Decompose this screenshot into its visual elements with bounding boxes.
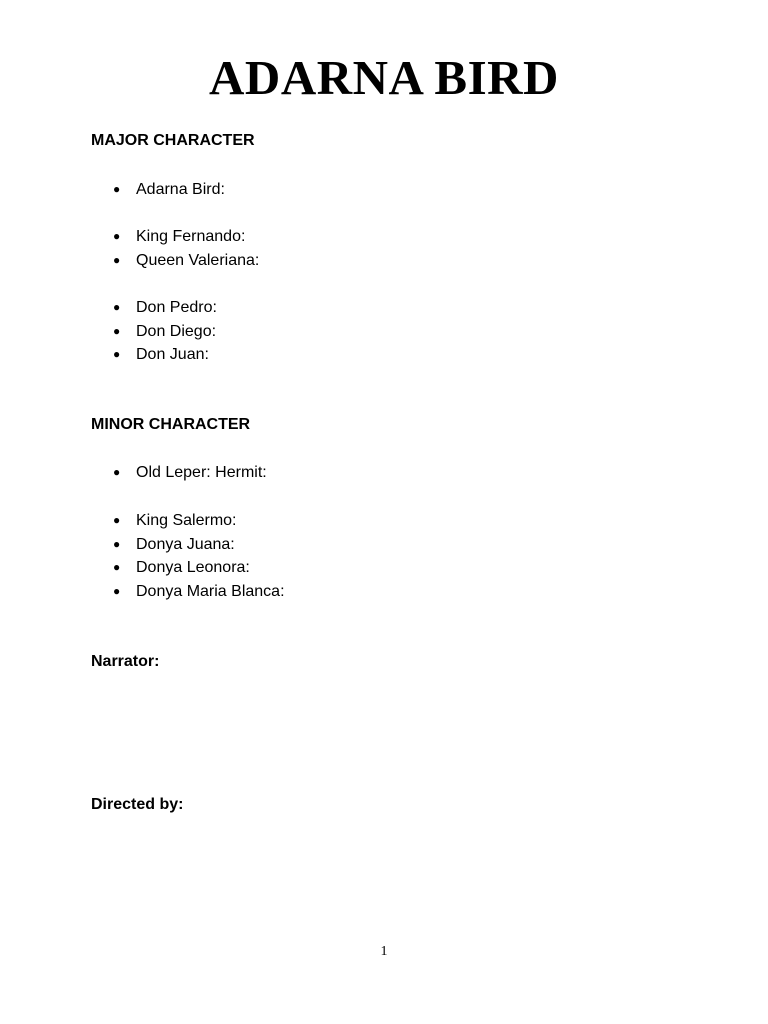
bullet-icon: ● [113,182,121,196]
bullet-icon: ● [113,465,121,479]
character-name: Don Pedro: [136,299,217,316]
minor-character-list-2 [108,509,285,604]
major-character-list-2 [108,225,259,272]
list-item [108,509,285,533]
list-item [108,296,217,320]
page-title: ADARNA BIRD [209,50,559,105]
character-name: Donya Juana: [136,535,235,553]
major-character-list-1 [108,178,225,202]
bullet-icon: ● [113,536,121,551]
directed-by-label: Directed by: [91,796,184,813]
bullet-icon: ● [113,560,121,575]
page-number: 1 [380,944,388,959]
character-name: Donya Leonora: [136,559,250,577]
character-name: Queen Valeriana: [136,251,260,269]
list-item [108,580,285,604]
list-item [108,225,259,249]
character-name: Old Leper: Hermit: [136,464,267,481]
bullet-icon: ● [113,584,121,599]
bullet-icon: ● [113,252,121,267]
character-name: Donya Maria Blanca: [136,583,285,601]
bullet-icon: ● [113,300,121,314]
bullet-icon: ● [113,323,121,338]
character-name: Don Diego: [136,322,217,340]
list-item [108,249,259,273]
list-item [108,533,285,557]
major-character-list-3 [108,296,217,367]
major-character-heading: MAJOR CHARACTER [91,132,255,149]
character-name: Adarna Bird: [136,181,225,198]
bullet-icon: ● [113,513,121,527]
character-name: Don Juan: [136,346,209,364]
bullet-icon: ● [113,229,121,243]
list-item [108,556,285,580]
bullet-icon: ● [113,347,121,362]
list-item [108,461,267,485]
list-item [108,320,217,344]
list-item [108,178,225,202]
minor-character-list-1 [108,461,267,485]
minor-character-heading: MINOR CHARACTER [91,416,251,433]
character-name: King Salermo: [136,512,237,529]
character-name: King Fernando: [136,228,246,245]
list-item [108,343,217,367]
narrator-label: Narrator: [91,653,160,670]
